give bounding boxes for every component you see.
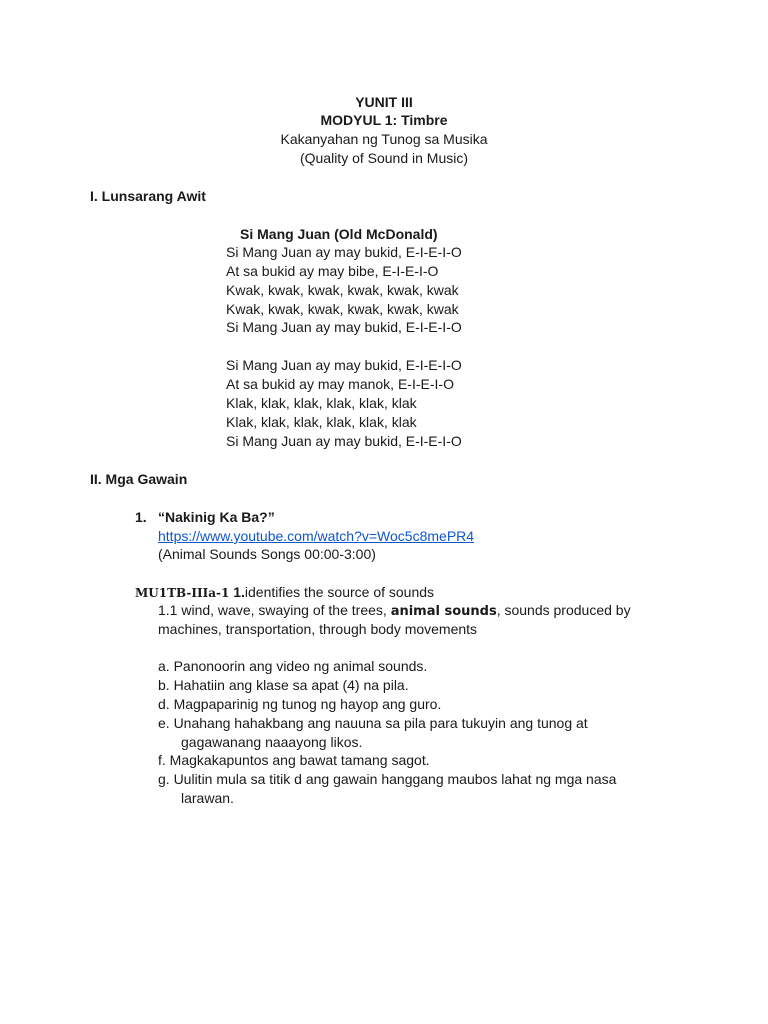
song-title: Si Mang Juan (Old McDonald): [240, 226, 438, 242]
activity-number: 1.: [135, 509, 147, 525]
activity-step: e. Unahang hahakbang ang nauuna sa pila para tukuyin ang tunog at: [158, 715, 588, 731]
song-line: Si Mang Juan ay may bukid, E-I-E-I-O: [226, 357, 462, 373]
song-line: Klak, klak, klak, klak, klak, klak: [226, 395, 417, 411]
activity-step: g. Uulitin mula sa titik d ang gawain hanggang maubos lahat ng mga nasa: [158, 771, 617, 787]
sub-competency-emphasis: animal sounds: [390, 604, 497, 619]
video-note: (Animal Sounds Songs 00:00-3:00): [158, 546, 376, 562]
competency-code: MU1TB-IIIa-1: [135, 586, 230, 600]
competency-number: 1.: [233, 584, 245, 600]
module-subtitle: Kakanyahan ng Tunog sa Musika: [280, 131, 488, 147]
song-line: Si Mang Juan ay may bukid, E-I-E-I-O: [226, 319, 462, 335]
activity-step: b. Hahatiin ang klase sa apat (4) na pila.: [158, 677, 409, 693]
module-subtitle-english: (Quality of Sound in Music): [299, 150, 469, 166]
activity-step: a. Panonoorin ang video ng animal sounds.: [158, 658, 428, 674]
module-title: MODYUL 1: Timbre: [320, 112, 448, 128]
sub-competency-line-2: machines, transportation, through body movements: [158, 621, 478, 637]
activity-step: f. Magkakapuntos ang bawat tamang sagot.: [158, 752, 430, 768]
sub-competency-text: 1.1 wind, wave, swaying of the trees,: [158, 602, 391, 618]
video-link[interactable]: https://www.youtube.com/watch?v=Woc5c8mePR4: [158, 528, 475, 544]
song-line: Kwak, kwak, kwak, kwak, kwak, kwak: [226, 301, 459, 317]
sub-competency-text-end: , sounds produced by: [496, 602, 631, 618]
competency-line: [135, 583, 434, 603]
competency-text: identifies the source of sounds: [244, 584, 435, 600]
activity-step-continuation: larawan.: [181, 790, 234, 806]
song-line: Klak, klak, klak, klak, klak, klak: [226, 414, 417, 430]
activity-title: “Nakinig Ka Ba?”: [158, 509, 275, 525]
song-line: Si Mang Juan ay may bukid, E-I-E-I-O: [226, 433, 462, 449]
activity-step: d. Magpaparinig ng tunog ng hayop ang guro.: [158, 696, 442, 712]
song-line: Si Mang Juan ay may bukid, E-I-E-I-O: [226, 244, 462, 260]
sub-competency-line: [158, 601, 631, 621]
activity-step-continuation: gagawanang naaayong likos.: [181, 734, 363, 750]
section-heading-mga-gawain: II. Mga Gawain: [90, 471, 188, 487]
song-line: Kwak, kwak, kwak, kwak, kwak, kwak: [226, 282, 459, 298]
song-line: At sa bukid ay may manok, E-I-E-I-O: [226, 376, 454, 392]
song-line: At sa bukid ay may bibe, E-I-E-I-O: [226, 263, 439, 279]
section-heading-lunsarang-awit: I. Lunsarang Awit: [90, 188, 206, 204]
unit-title: YUNIT III: [355, 94, 413, 110]
